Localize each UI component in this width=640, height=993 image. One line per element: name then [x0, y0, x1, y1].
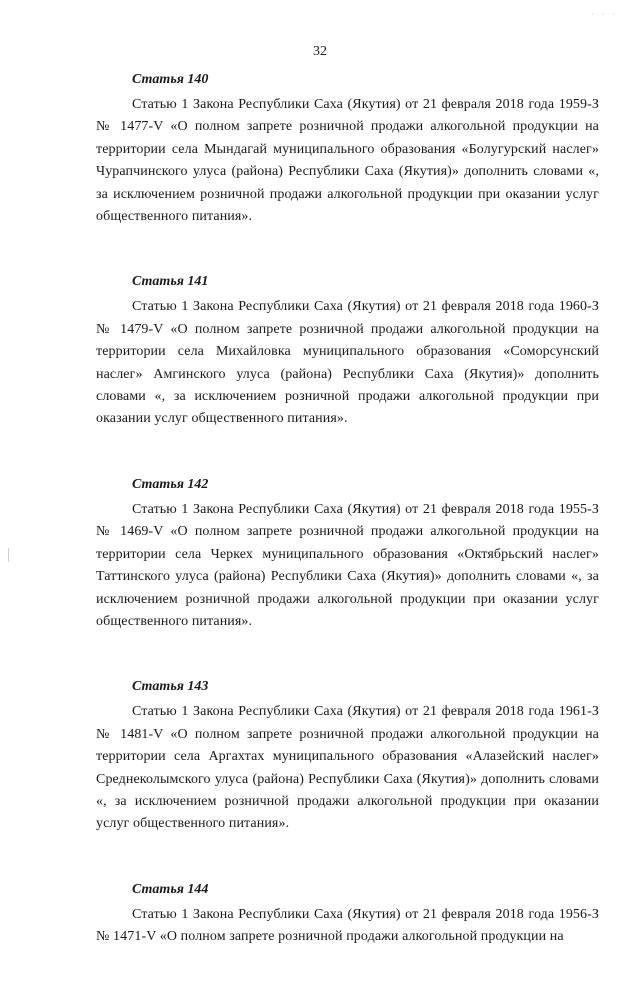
article-title: Статья 141: [132, 274, 209, 290]
article-title: Статья 144: [132, 881, 209, 897]
article-142: [96, 475, 599, 633]
article-141: [96, 272, 599, 430]
article-text: Статью 1 Закона Республики Саха (Якутия) от 21 февраля 2018 года 1960-З № 1479-V «О полном запрете розничной продажи алкогольной продукции на территории села Михайловка муниципального образования «Соморсунский наслег» Амгинского улуса (района) Республики Саха (Якутия)» дополнить словами «, за исключением розничной продажи алкогольной продукции при оказании услуг общественного питания».: [96, 299, 599, 427]
article-text: Статью 1 Закона Республики Саха (Якутия) от 21 февраля 2018 года 1956-З № 1471-V «О полном запрете розничной продажи алкогольной продукции на: [96, 906, 599, 945]
article-143: [96, 677, 599, 835]
article-text: Статью 1 Закона Республики Саха (Якутия) от 21 февраля 2018 года 1959-З № 1477-V «О полном запрете розничной продажи алкогольной продукции на территории села Мындагай муниципального образования «Болугурский наслег» Чурапчинского улуса (района) Республики Саха (Якутия)» дополнить словами «, за исключением розничной продажи алкогольной продукции при оказании услуг общественного питания».: [96, 97, 599, 225]
scan-corner-mark: · · ·: [591, 10, 618, 19]
article-text: Статью 1 Закона Республики Саха (Якутия) от 21 февраля 2018 года 1955-З № 1469-V «О полном запрете розничной продажи алкогольной продукции на территории села Черкех муниципального образования «Октябрьский наслег» Таттинского улуса (района) Республики Саха (Якутия)» дополнить словами «, за исключением розничной продажи алкогольной продукции при оказании услуг общественного питания».: [96, 501, 599, 629]
document-body: [96, 70, 599, 993]
page-number: 32: [313, 44, 327, 59]
article-title: Статья 140: [132, 72, 209, 87]
article-144: [96, 880, 599, 949]
scan-margin-mark: [8, 548, 9, 562]
article-title: Статья 142: [132, 476, 209, 492]
article-title: Статья 143: [132, 679, 209, 695]
article-text: Статью 1 Закона Республики Саха (Якутия) от 21 февраля 2018 года 1961-З № 1481-V «О полном запрете розничной продажи алкогольной продукции на территории села Аргахтах муниципального образования «Алазейский наслег» Среднеколымского улуса (района) Республики Саха (Якутия)» дополнить словами «, за исключением розничной продажи алкогольной продукции при оказании услуг общественного питания».: [96, 704, 599, 832]
article-140: [96, 70, 599, 228]
